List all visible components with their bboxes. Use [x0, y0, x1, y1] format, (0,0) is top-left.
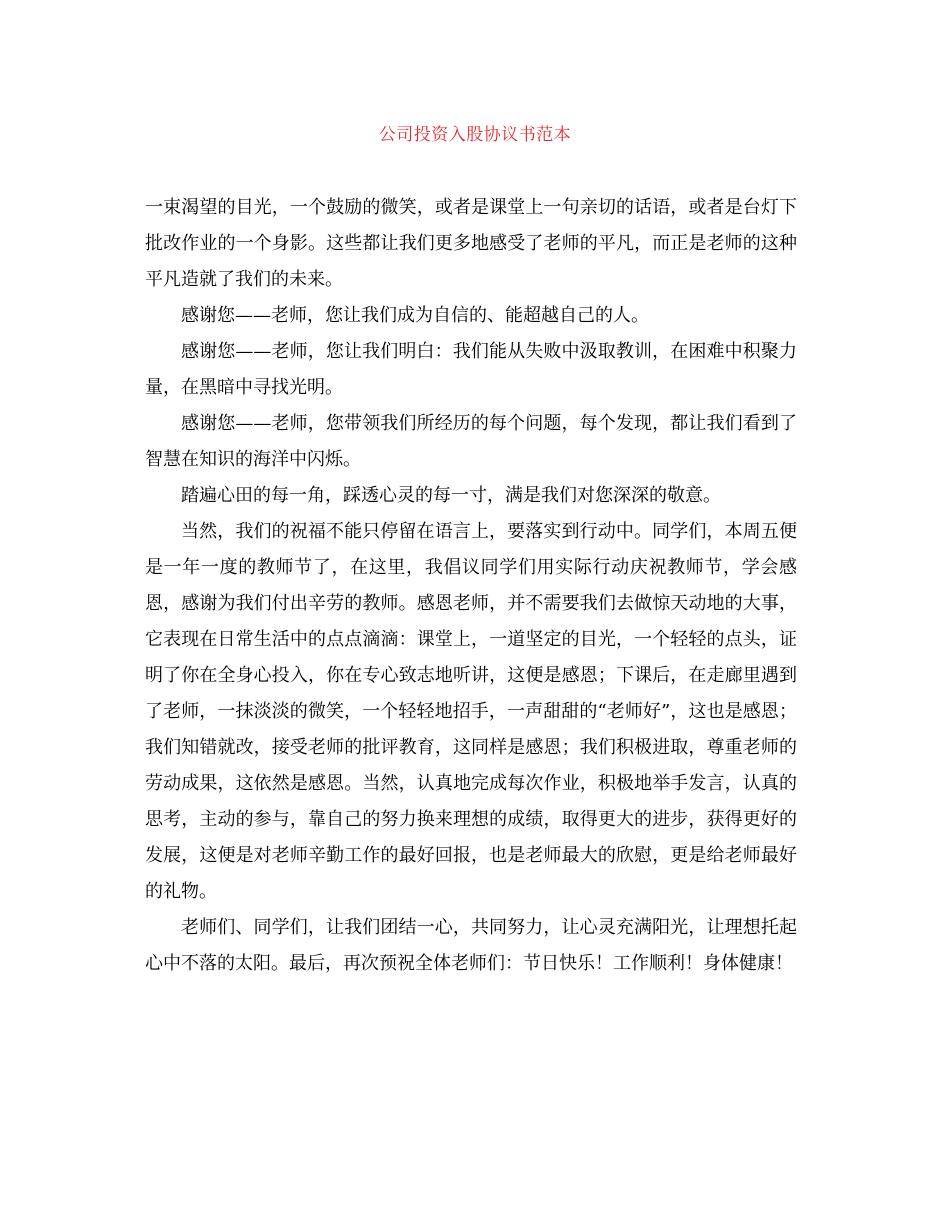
paragraph: 感谢您——老师，您让我们成为自信的、能超越自己的人。: [181, 305, 649, 326]
paragraph: 老师们、同学们，让我们团结一心，共同努力，让心灵充满阳光，让理想托起心中不落的太阳。最后，再次预祝全体老师们：节日快乐！工作顺利！身体健康！: [145, 917, 797, 974]
document-body: [145, 190, 797, 982]
paragraph: 踏遍心田的每一角，踩透心灵的每一寸，满是我们对您深深的敬意。: [181, 485, 721, 506]
paragraph: 当然，我们的祝福不能只停留在语言上，要落实到行动中。同学们，本周五便是一年一度的教师节了，在这里，我倡议同学们用实际行动庆祝教师节，学会感恩，感谢为我们付出辛劳的教师。感恩老师，并不需要我们去做惊天动地的大事，它表现在日常生活中的点点滴滴：课堂上，一道坚定的目光，一个轻轻的点头，证明了你在全身心投入，你在专心致志地听讲，这便是感恩；下课后，在走廊里遇到了老师，一抹淡淡的微笑，一个轻轻地招手，一声甜甜的“老师好”，这也是感恩；我们知错就改，接受老师的批评教育，这同样是感恩；我们积极进取，尊重老师的劳动成果，这依然是感恩。当然，认真地完成每次作业，积极地举手发言，认真的思考，主动的参与，靠自己的努力换来理想的成绩，取得更大的进步，获得更好的发展，这便是对老师辛勤工作的最好回报，也是老师最大的欣慰，更是给老师最好的礼物。: [145, 521, 797, 902]
document-title: 公司投资入股协议书范本: [378, 125, 572, 145]
paragraph: 感谢您——老师，您带领我们所经历的每个问题，每个发现，都让我们看到了智慧在知识的海洋中闪烁。: [145, 413, 797, 470]
paragraph: 感谢您——老师，您让我们明白：我们能从失败中汲取教训，在困难中积聚力量，在黑暗中寻找光明。: [145, 341, 797, 398]
paragraph: 一束渴望的目光，一个鼓励的微笑，或者是课堂上一句亲切的话语，或者是台灯下批改作业的一个身影。这些都让我们更多地感受了老师的平凡，而正是老师的这种平凡造就了我们的未来。: [145, 197, 797, 290]
